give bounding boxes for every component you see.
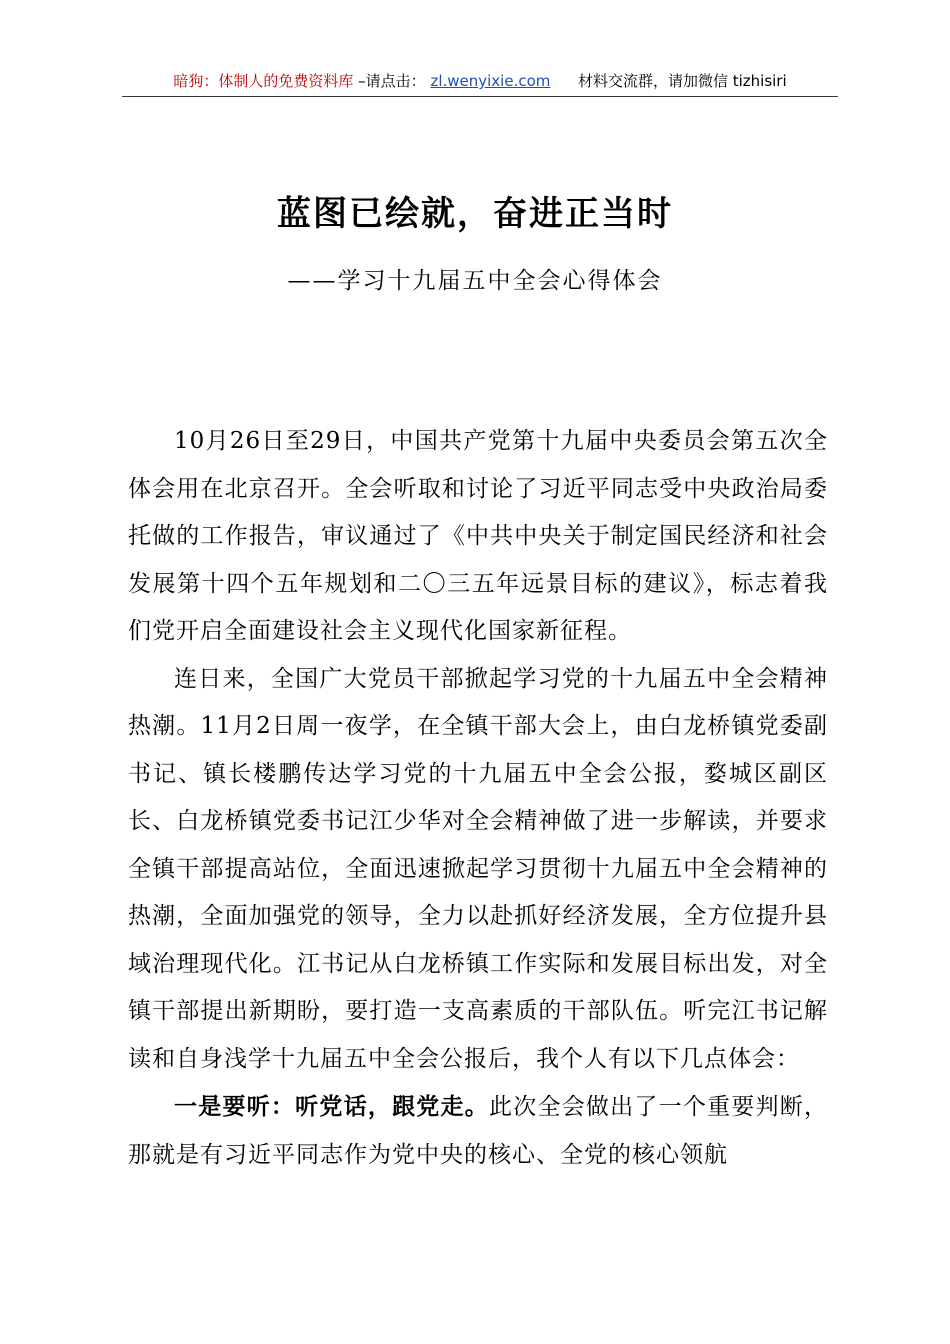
point1-text: 此次全会做出了一个重要判断，那就是有习近平同志作为党中央的核心、全党的核心领航 [128,1094,829,1168]
header-contact: 材料交流群，请加微信 tizhisiri [577,72,787,90]
header-brand: 暗狗：体制人的免费资料库 [173,72,354,90]
page-header [122,66,838,97]
paragraph-2: 连日来，全国广大党员干部掀起学习党的十九届五中全会精神热潮。11月2日周一夜学，在全镇干部大会上，由白龙桥镇党委副书记、镇长楼鹏传达学习党的十九届五中全会公报，婺城区副区长、白龙桥镇党委书记江少华对全会精神做了进一步解读，并要求全镇干部提高站位，全面迅速掀起学习贯彻十九届五中全会精神的热潮，全面加强党的领导，全力以赴抓好经济发展，全方位提升县域治理现代化。江书记从白龙桥镇工作实际和发展目标出发，对全镇干部提出新期盼，要打造一支高素质的干部队伍。听完江书记解读和自身浅学十九届五中全会公报后，我个人有以下几点体会： [128,665,828,1072]
document-title: 蓝图已绘就，奋进正当时 [277,194,673,234]
paragraph-3 [128,1083,828,1179]
document-subtitle: ——学习十九届五中全会心得体会 [287,268,663,294]
header-prompt: –请点击： [358,72,426,90]
header-link[interactable]: zl.wenyixie.com [430,72,551,90]
document-body [128,418,828,1179]
paragraph-1: 10月26日至29日，中国共产党第十九届中央委员会第五次全体会用在北京召开。全会听取和讨论了习近平同志受中央政治局委托做的工作报告，审议通过了《中共中央关于制定国民经济和社会发展第十四个五年规划和二〇三五年远景目标的建议》，标志着我们党开启全面建设社会主义现代化国家新征程。 [128,428,828,644]
point1-heading: 一是要听：听党话，跟党走。 [174,1093,489,1120]
